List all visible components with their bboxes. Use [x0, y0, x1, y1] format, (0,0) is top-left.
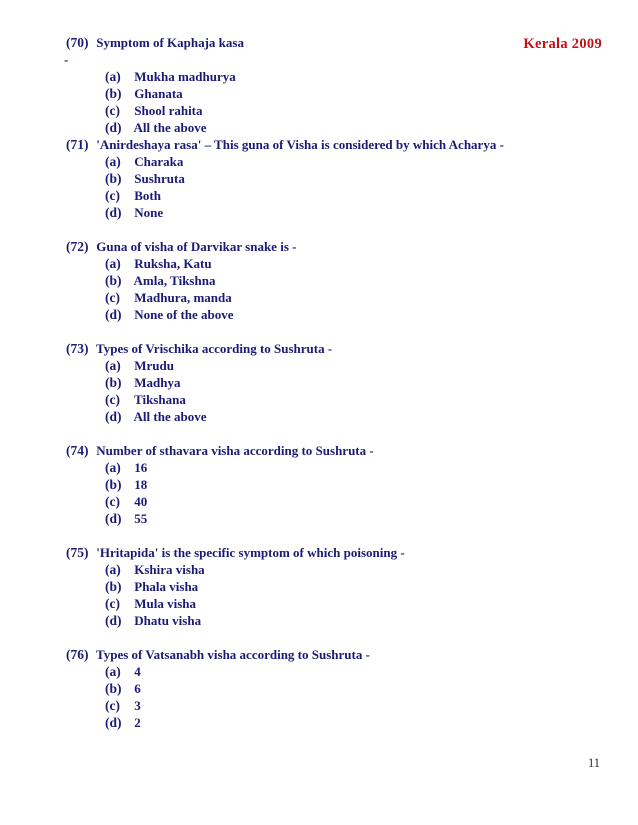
option-text: Kshira visha: [134, 562, 205, 577]
option-row: [0, 595, 638, 612]
option-marker: (c): [105, 103, 120, 118]
question-dash: -: [64, 52, 69, 67]
option-row: [0, 391, 638, 408]
option-row: [0, 102, 638, 119]
option-row: [0, 578, 638, 595]
question-line: [0, 136, 638, 153]
option-row: [0, 170, 638, 187]
option-marker: (c): [105, 698, 120, 713]
option-marker: (a): [105, 460, 121, 475]
question-74: [0, 442, 638, 527]
question-number: (70): [66, 35, 89, 50]
option-row: [0, 697, 638, 714]
question-number: (73): [66, 341, 89, 356]
question-72: [0, 238, 638, 323]
option-text: 18: [134, 477, 148, 492]
option-text: 16: [134, 460, 148, 475]
option-text: All the above: [133, 409, 207, 424]
question-75: [0, 544, 638, 629]
option-text: Madhura, manda: [134, 290, 232, 305]
option-row: [0, 459, 638, 476]
option-text: Ghanata: [134, 86, 183, 101]
option-text: Both: [134, 188, 161, 203]
option-text: All the above: [133, 120, 207, 135]
question-number: (71): [66, 137, 89, 152]
option-text: 40: [134, 494, 148, 509]
option-marker: (d): [105, 409, 122, 424]
option-text: Phala visha: [134, 579, 199, 594]
option-text: 6: [134, 681, 141, 696]
option-text: 55: [134, 511, 148, 526]
page-number: 11: [587, 756, 600, 770]
question-text: Types of Vatsanabh visha according to Sushruta -: [96, 647, 370, 662]
option-marker: (b): [105, 375, 122, 390]
option-marker: (d): [105, 613, 122, 628]
option-text: Charaka: [134, 154, 184, 169]
question-number: (75): [66, 545, 89, 560]
option-marker: (c): [105, 290, 120, 305]
option-text: Amla, Tikshna: [133, 273, 216, 288]
option-row: [0, 289, 638, 306]
option-marker: (a): [105, 154, 121, 169]
question-text: 'Hritapida' is the specific symptom of which poisoning -: [96, 545, 405, 560]
option-marker: (b): [105, 681, 122, 696]
option-text: Dhatu visha: [134, 613, 202, 628]
question-76: [0, 646, 638, 731]
option-marker: (d): [105, 205, 122, 220]
option-row: [0, 204, 638, 221]
question-line: [0, 544, 638, 561]
option-row: [0, 357, 638, 374]
option-row: [0, 187, 638, 204]
option-row: [0, 306, 638, 323]
question-line: [0, 238, 638, 255]
option-text: Mrudu: [134, 358, 174, 373]
question-line: [0, 646, 638, 663]
option-text: Shool rahita: [134, 103, 203, 118]
option-marker: (d): [105, 307, 122, 322]
option-row: [0, 510, 638, 527]
option-text: Mula visha: [134, 596, 197, 611]
option-marker: (c): [105, 188, 120, 203]
option-marker: (d): [105, 511, 122, 526]
question-number: (76): [66, 647, 89, 662]
question-text: Symptom of Kaphaja kasa: [96, 35, 244, 50]
option-marker: (a): [105, 69, 121, 84]
option-marker: (a): [105, 358, 121, 373]
option-row: [0, 272, 638, 289]
option-marker: (b): [105, 171, 122, 186]
option-marker: (a): [105, 664, 121, 679]
option-text: 2: [134, 715, 141, 730]
option-row: [0, 561, 638, 578]
option-row: [0, 374, 638, 391]
option-marker: (a): [105, 562, 121, 577]
option-marker: (c): [105, 596, 120, 611]
option-row: [0, 612, 638, 629]
question-text: Number of sthavara visha according to Sushruta -: [96, 443, 374, 458]
question-text: 'Anirdeshaya rasa' – This guna of Visha is considered by which Acharya -: [96, 137, 504, 152]
option-text: Ruksha, Katu: [134, 256, 212, 271]
question-number: (74): [66, 443, 89, 458]
option-text: 3: [134, 698, 141, 713]
option-row: [0, 119, 638, 136]
question-73: [0, 340, 638, 425]
option-marker: (b): [105, 86, 122, 101]
option-marker: (d): [105, 120, 122, 135]
option-text: Tikshana: [134, 392, 186, 407]
question-71: [0, 136, 638, 221]
question-text: Guna of visha of Darvikar snake is -: [96, 239, 297, 254]
option-text: Mukha madhurya: [134, 69, 236, 84]
option-row: [0, 68, 638, 85]
option-marker: (b): [105, 579, 122, 594]
option-text: None: [134, 205, 164, 220]
option-row: [0, 153, 638, 170]
option-row: [0, 493, 638, 510]
question-line: [0, 340, 638, 357]
question-number: (72): [66, 239, 89, 254]
option-row: [0, 255, 638, 272]
question-text: Types of Vrischika according to Sushruta -: [96, 341, 333, 356]
option-marker: (a): [105, 256, 121, 271]
option-text: Sushruta: [134, 171, 185, 186]
option-text: None of the above: [134, 307, 234, 322]
option-marker: (b): [105, 273, 122, 288]
option-row: [0, 476, 638, 493]
option-marker: (d): [105, 715, 122, 730]
option-marker: (c): [105, 494, 120, 509]
option-marker: (b): [105, 477, 122, 492]
question-line: [0, 442, 638, 459]
option-row: [0, 408, 638, 425]
option-row: [0, 680, 638, 697]
exam-tag: Kerala 2009: [523, 36, 602, 52]
option-row: [0, 714, 638, 731]
option-row: [0, 85, 638, 102]
option-marker: (c): [105, 392, 120, 407]
option-text: Madhya: [134, 375, 181, 390]
option-row: [0, 663, 638, 680]
option-text: 4: [134, 664, 141, 679]
